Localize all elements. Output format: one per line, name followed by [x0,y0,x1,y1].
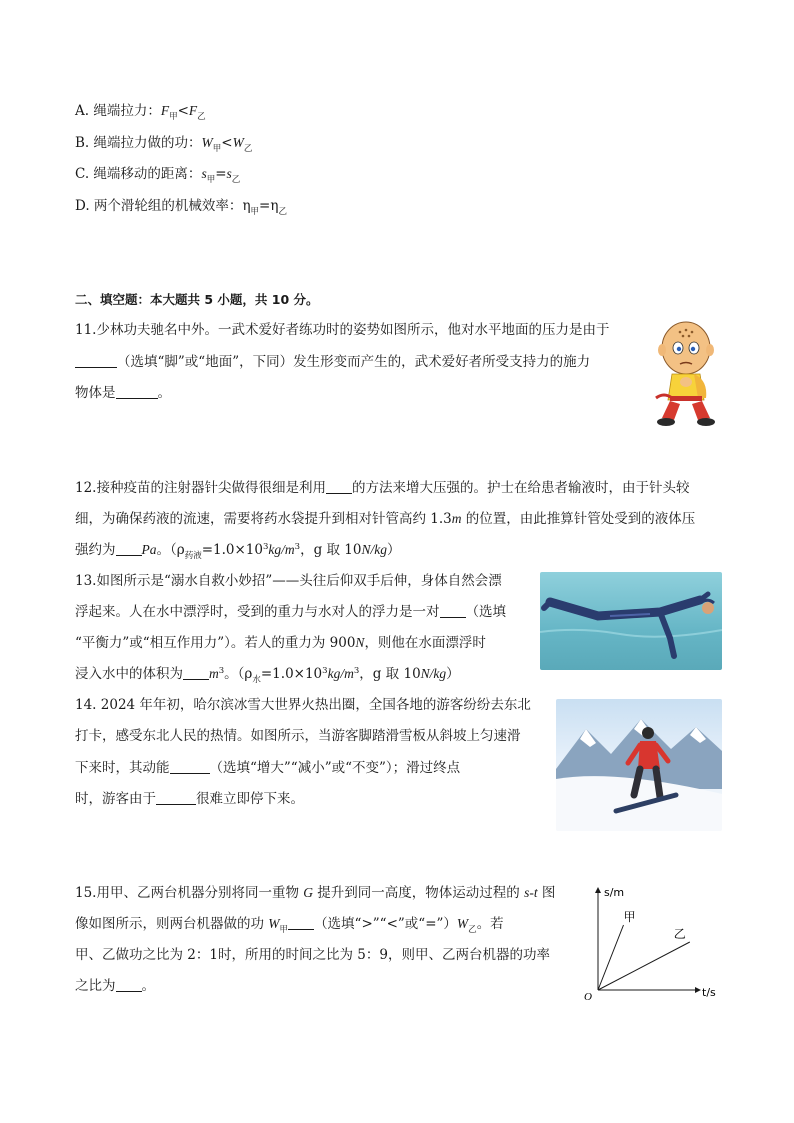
q15-var-w1: W [268,916,280,931]
q15-line1 [75,883,555,903]
origin-label: O [584,991,592,1003]
answer-blank[interactable] [75,353,117,368]
q13-unit-m: m [209,666,219,681]
q13-g: ，g 取 10 [359,666,421,682]
q13-line3 [75,633,486,653]
snowboarder-image [556,699,722,831]
q12-line1-text: 12.接种疫苗的注射器针尖做得很细是利用 [75,480,326,496]
q15-line2 [75,914,504,936]
series-label-yi: 乙 [673,927,686,941]
series-label-jia: 甲 [623,910,636,924]
q12-g: ，g 取 10 [300,542,362,558]
q11-line3-end: 。 [157,385,171,401]
q12-line3-text: 强约为 [75,542,116,558]
q15-line4-text: 之比为 [75,978,116,994]
q11-line1: 11.少林功夫驰名中外。一武术爱好者练功时的姿势如图所示，他对水平地面的压力是由于 [75,322,610,338]
q13-rho-sub: 水 [252,675,261,685]
series-line-jia [598,925,624,990]
option-c-text: C. 绳端移动的距离： [75,166,202,182]
q13-line2-text: 浮起来。人在水中漂浮时，受到的重力与水对人的浮力是一对 [75,604,440,620]
q12-close: ） [386,542,401,558]
q13-line3-rest: ，则他在水面漂浮时 [364,635,486,651]
option-a-var1: F [160,103,170,118]
q14-line3-rest: （选填“增大”“减小”或“不变”）；滑过终点 [209,760,461,776]
option-a-sub2: 乙 [197,112,206,122]
q15-line2-end: 。若 [476,916,504,932]
q15-line3: 甲、乙做功之比为 2：1时，所用的时间之比为 5：9，则甲、乙两台机器的功率 [75,947,550,963]
q12-line2-text: 细，为确保药液的流速，需要将药水袋提升到相对针管高约 1.3 [75,511,452,527]
q15-var-st: s-t [524,885,538,900]
q14-line3-text: 下来时，其动能 [75,760,170,776]
option-c-var2: s [226,166,232,181]
answer-blank[interactable] [326,479,352,494]
option-b-var2: W [232,135,244,150]
st-chart [578,880,726,1006]
option-a-sub1: 甲 [169,112,178,122]
option-c [75,164,240,186]
section-heading: 二、填空题：本大题共 5 小题，共 10 分。 [75,292,319,307]
y-axis-label: s/m [604,886,625,899]
q13-exp2: 3 [322,666,328,676]
q13-line4 [75,664,460,686]
answer-blank[interactable] [440,603,466,618]
option-b-text: B. 绳端拉力做的功： [75,135,202,151]
q15-line2-mid: （选填“>”“<”或“=”） [314,916,457,932]
q11-line2-text: （选填“脚”或“地面”，下同）发生形变而产生的，武术爱好者所受支持力的施力 [117,354,591,370]
q12-unit-m: m [451,511,462,526]
q13-exp: 3 [218,666,225,676]
option-b [75,133,252,155]
q13-line3-text: “平衡力”或“相互作用力”）。若人的重力为 900 [75,635,356,651]
q13-unit-nkg: N/kg [420,666,447,681]
option-a-text: A. 绳端拉力： [75,103,161,119]
q13-line2-rest: （选填 [465,604,506,620]
q12-line2 [75,509,695,529]
q13-exp3: 3 [353,666,360,676]
option-a-var2: F [188,103,198,118]
option-d-var1: η [242,198,251,214]
x-axis-label: t/s [702,986,716,999]
q13-rho: 。（ρ [224,666,253,682]
q13-line4-text: 浸入水中的体积为 [75,666,183,682]
floating-swimmer-image [540,572,722,670]
q15-line1-text: 15.用甲、乙两台机器分别将同一重物 [75,885,304,901]
q12-unit-nkg: N/kg [361,542,387,557]
q14-line2: 打卡，感受东北人民的热情。如图所示，当游客脚踏滑雪板从斜坡上匀速滑 [75,728,521,744]
option-b-sub1: 甲 [212,144,222,154]
kungfu-cartoon-image [648,318,724,430]
option-b-op: < [221,135,233,151]
q15-var-w2: W [456,916,469,931]
q15-line4 [75,976,155,996]
q12-line1-rest: 的方法来增大压强的。护士在给患者输液时，由于针头较 [351,480,690,496]
q12-line2-rest: 的位置，由此推算针管处受到的液体压 [461,511,696,527]
q14-line3 [75,758,460,778]
q14-line4-rest: 很难立即停下来。 [196,791,304,807]
option-c-op: = [215,166,227,182]
q15-sub1: 甲 [279,925,289,935]
option-c-sub2: 乙 [231,175,241,185]
q12-exp2: 3 [294,542,301,552]
q15-line1-end: 图 [537,885,556,901]
answer-blank[interactable] [288,915,314,930]
q15-line4-end: 。 [141,978,155,994]
q15-var-g: G [303,885,314,900]
option-a-op: < [177,103,189,119]
q14-line4-text: 时，游客由于 [75,791,156,807]
q15-line1-mid: 提升到同一高度，物体运动过程的 [313,885,525,901]
option-b-var1: W [201,135,213,150]
answer-blank[interactable] [156,790,196,805]
option-d-op: = [259,198,271,214]
option-d-text: D. 两个滑轮组的机械效率： [75,198,243,214]
q13-unit-n: N [355,635,365,650]
q15-sub2: 乙 [468,925,477,935]
q14-line4 [75,789,304,809]
option-d [75,196,287,218]
option-d-sub1: 甲 [250,207,260,217]
q13-value: =1.0×10 [260,666,323,682]
answer-blank[interactable] [170,759,210,774]
q14-line1: 14. 2024 年年初，哈尔滨冰雪大世界火热出圈，全国各地的游客纷纷去东北 [75,697,531,713]
q12-value: =1.0×10 [201,542,263,558]
answer-blank[interactable] [116,977,142,992]
q13-unit-density: kg/m [327,666,354,681]
q12-exp: 3 [262,542,269,552]
option-a [75,101,206,123]
option-c-var1: s [201,166,207,181]
q11-line2 [75,352,590,372]
q13-line2 [75,602,506,622]
q12-unit-pa: Pa [141,542,157,557]
option-b-sub2: 乙 [243,144,253,154]
option-d-sub2: 乙 [278,207,287,217]
q13-close: ） [446,666,460,682]
q11-line3-text: 物体是 [75,385,116,401]
q12-rho-sub: 药液 [184,551,202,561]
q12-line3 [75,540,400,562]
series-line-yi [598,942,690,990]
answer-blank[interactable] [116,384,158,399]
option-d-var2: η [270,198,279,214]
q12-rho: 。（ρ [156,542,185,558]
q15-line2-text: 像如图所示，则两台机器做的功 [75,916,269,932]
q11-line3 [75,383,171,403]
option-c-sub1: 甲 [206,175,216,185]
answer-blank[interactable] [183,665,209,680]
answer-blank[interactable] [116,541,142,556]
q12-line1 [75,478,689,498]
q13-line1: 13.如图所示是“溺水自救小妙招”——头往后仰双手后伸，身体自然会漂 [75,573,502,589]
q12-unit-density: kg/m [268,542,295,557]
